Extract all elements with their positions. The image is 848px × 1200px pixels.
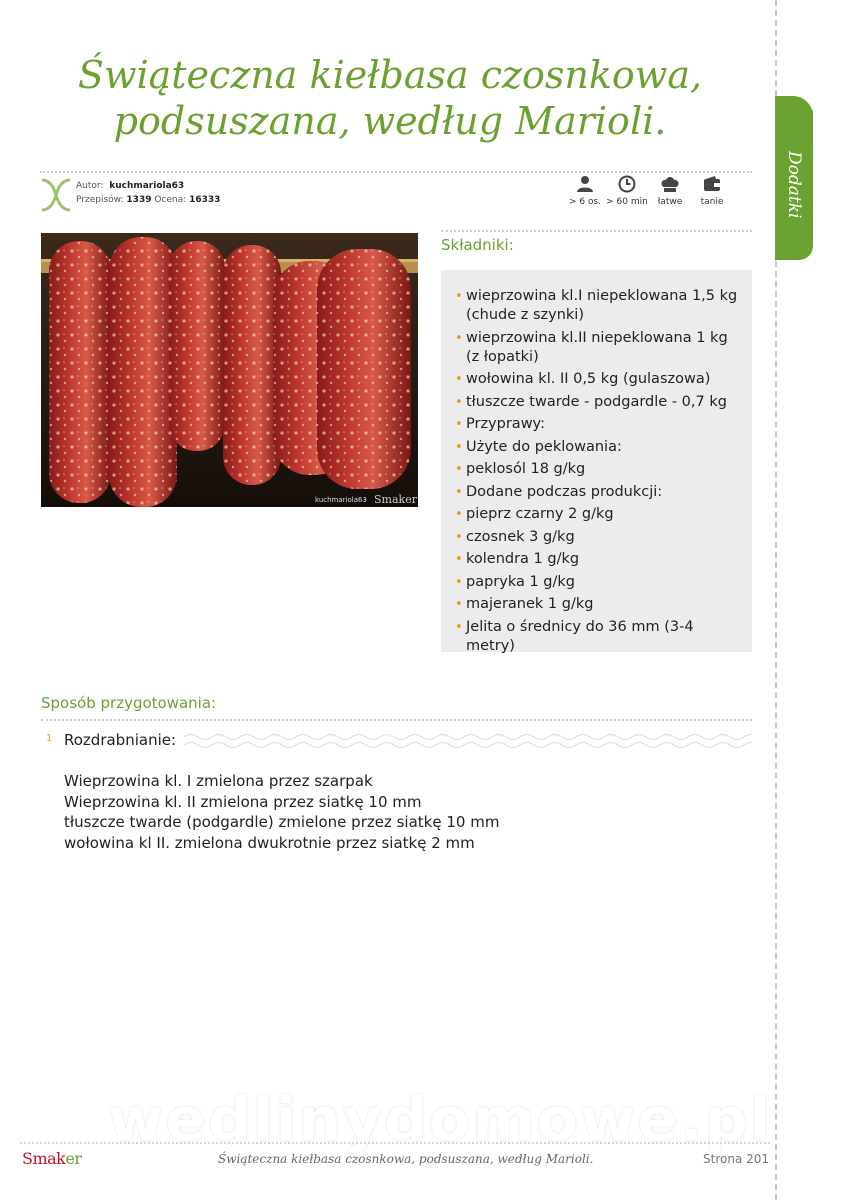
ingredient-item: • Dodane podczas produkcji: bbox=[455, 483, 740, 502]
ingredient-item: • majeranek 1 g/kg bbox=[455, 595, 740, 614]
clock-icon bbox=[618, 175, 636, 193]
ingredient-item: • czosnek 3 g/kg bbox=[455, 528, 740, 547]
author-logo-icon bbox=[40, 178, 72, 212]
ingredient-item: • peklosól 18 g/kg bbox=[455, 460, 740, 479]
meta-cost-label: tanie bbox=[700, 197, 724, 207]
meta-time bbox=[605, 175, 649, 207]
rating-label: Ocena: bbox=[154, 195, 187, 205]
meta-cost bbox=[690, 175, 734, 207]
photo-credit: kuchmariola63 bbox=[315, 496, 367, 504]
ingredient-item: • kolendra 1 g/kg bbox=[455, 550, 740, 569]
step-body bbox=[64, 771, 499, 853]
ingredients-list bbox=[441, 270, 752, 656]
footer-title: Świąteczna kiełbasa czosnkowa, podsuszana, według Marioli. bbox=[218, 1152, 594, 1166]
step-wave-decoration bbox=[184, 731, 752, 753]
step-line: Wieprzowina kl. I zmielona przez szarpak bbox=[64, 772, 373, 790]
ingredient-item: • wołowina kl. II 0,5 kg (gulaszowa) bbox=[455, 370, 740, 389]
step-number: 1 bbox=[46, 733, 53, 744]
sausage-photo-illustration bbox=[41, 233, 418, 507]
divider-top bbox=[40, 171, 752, 173]
meta-servings-label: > 6 os. bbox=[568, 197, 602, 207]
step-line: Wieprzowina kl. II zmielona przez siatkę 10 mm bbox=[64, 792, 422, 811]
ingredients-box bbox=[441, 270, 752, 652]
author-info bbox=[76, 179, 220, 207]
divider-ingredients bbox=[441, 230, 752, 232]
person-icon bbox=[576, 175, 594, 193]
footer-divider bbox=[20, 1142, 770, 1144]
ingredients-title: Składniki: bbox=[441, 236, 514, 254]
ingredient-item: • papryka 1 g/kg bbox=[455, 573, 740, 592]
brand-part-b: er bbox=[65, 1149, 82, 1168]
rating-value: 16333 bbox=[189, 195, 221, 205]
recipe-title: Świąteczna kiełbasa czosnkowa, podsuszana, według Marioli. bbox=[77, 53, 703, 143]
step-line: wołowina kl II. zmielona dwukrotnie przez siatkę 2 mm bbox=[64, 833, 475, 852]
ingredient-item: • Użyte do peklowania: bbox=[455, 438, 740, 457]
step-line: tłuszcze twarde (podgardle) zmielone przez siatkę 10 mm bbox=[64, 813, 500, 831]
meta-time-label: > 60 min bbox=[606, 197, 648, 207]
meta-servings bbox=[563, 175, 607, 207]
wallet-icon bbox=[703, 175, 721, 193]
chef-hat-icon bbox=[660, 175, 680, 193]
footer-page-number: Strona 201 bbox=[703, 1152, 770, 1166]
recipes-count: 1339 bbox=[126, 195, 152, 205]
ingredient-item: • wieprzowina kl.I niepeklowana 1,5 kg (chude z szynki) bbox=[455, 287, 740, 325]
ingredient-item: • pieprz czarny 2 g/kg bbox=[455, 505, 740, 524]
step-title: Rozdrabnianie: bbox=[64, 731, 177, 749]
meta-difficulty-label: łatwe bbox=[657, 197, 683, 207]
author-name[interactable]: kuchmariola63 bbox=[109, 181, 185, 191]
meta-difficulty bbox=[648, 175, 692, 207]
brand-part-a: Smak bbox=[22, 1149, 66, 1168]
ingredient-item: • Jelita o średnicy do 36 mm (3-4 metry) bbox=[455, 618, 740, 656]
ingredient-item: • Przyprawy: bbox=[455, 415, 740, 434]
preparation-title: Sposób przygotowania: bbox=[41, 694, 217, 712]
photo-watermark: Smaker bbox=[374, 493, 417, 506]
side-tab-label-wrap bbox=[778, 110, 810, 260]
author-label: Autor: bbox=[76, 181, 104, 191]
divider-preparation bbox=[41, 719, 752, 721]
ingredient-item: • wieprzowina kl.II niepeklowana 1 kg (z łopatki) bbox=[455, 329, 740, 367]
footer-brand-logo bbox=[22, 1149, 82, 1168]
site-watermark: wedlinydomowe.pl bbox=[108, 1085, 773, 1155]
side-tab-label: Dodatki bbox=[784, 151, 804, 219]
recipe-photo bbox=[41, 233, 418, 507]
recipes-label: Przepisów: bbox=[76, 195, 124, 205]
ingredient-item: • tłuszcze twarde - podgardle - 0,7 kg bbox=[455, 393, 740, 412]
